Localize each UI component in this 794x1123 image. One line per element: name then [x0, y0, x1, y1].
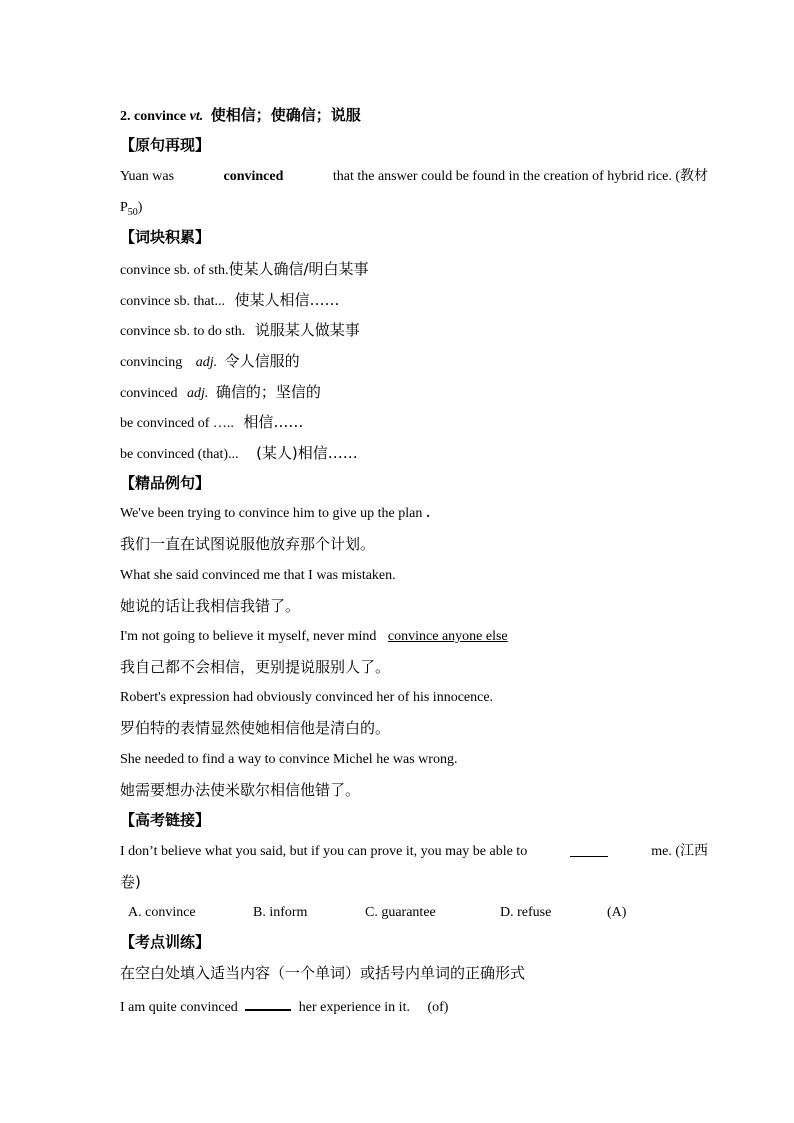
practice-question [120, 995, 448, 1018]
chunk-pos: adj. [187, 386, 209, 401]
option-a: A. convince [128, 905, 196, 920]
option-c: C. guarantee [365, 905, 436, 920]
original-bold-word: convinced [223, 169, 284, 184]
chunk-chinese: (某人)相信…… [256, 444, 358, 462]
example-text: We've been trying to convince him to give up the plan [120, 506, 423, 521]
chunk-chinese: 令人信服的 [224, 352, 300, 370]
chunk-item [120, 320, 360, 342]
original-sentence [120, 167, 708, 187]
example-period: . [426, 506, 430, 521]
section-heading-practice: 【考点训练】 [120, 933, 211, 951]
gaokao-question [120, 842, 708, 862]
gaokao-answer: (A) [607, 905, 627, 920]
example-chinese: 她说的话让我相信我错了。 [120, 597, 301, 615]
practice-blank [245, 995, 291, 1011]
chunk-english: convinced [120, 386, 178, 401]
entry-word: convince [134, 109, 187, 124]
gaokao-blank [570, 842, 608, 857]
original-source [120, 198, 142, 223]
section-heading-examples: 【精品例句】 [120, 474, 211, 492]
example-chinese: 我们一直在试图说服他放弃那个计划。 [120, 535, 376, 553]
practice-instruction: 在空白处填入适当内容（一个单词）或括号内单词的正确形式 [120, 964, 526, 982]
practice-question-text: I am quite convinced [120, 1000, 238, 1015]
example-chinese: 罗伯特的表情显然使她相信他是清白的。 [120, 719, 391, 737]
entry-number: 2. [120, 109, 131, 124]
original-pre: Yuan was [120, 169, 175, 184]
option-b: B. inform [253, 905, 308, 920]
chunk-pos: adj. [195, 355, 218, 370]
example-english: She needed to find a way to convince Michel he was wrong. [120, 752, 458, 767]
example-text: I'm not going to believe it myself, never mind [120, 629, 377, 644]
option-d: D. refuse [500, 905, 552, 920]
gaokao-options [128, 903, 626, 923]
entry-meaning: 使相信；使确信；说服 [210, 106, 361, 124]
chunk-chinese: 相信…… [243, 413, 304, 431]
example-english: Robert's expression had obviously convinced her of his innocence. [120, 690, 494, 705]
example-underlined: convince anyone else [387, 629, 508, 644]
chunk-english: convince sb. to do sth. [120, 324, 246, 339]
entry-pos: vt. [189, 109, 204, 124]
practice-question-end: her experience in it. [298, 1000, 410, 1015]
source-page-label: P [120, 200, 128, 215]
chunk-english: convince sb. that... [120, 294, 225, 309]
chunk-english: convince sb. of sth. [120, 263, 229, 278]
chunk-item [120, 443, 358, 465]
chunk-item [120, 290, 340, 312]
practice-answer: (of) [427, 1000, 449, 1015]
entry-title [120, 105, 361, 127]
section-heading-original: 【原句再现】 [120, 136, 211, 154]
source-close: ) [137, 200, 143, 215]
gaokao-question-text: I don’t believe what you said, but if you can prove it, you may be able to [120, 844, 528, 859]
chunk-chinese: 使某人相信…… [234, 291, 340, 309]
chunk-chinese: 说服某人做某事 [254, 321, 360, 339]
section-heading-chunks: 【词块积累】 [120, 228, 211, 246]
chunk-english: convincing [120, 355, 183, 370]
example-english [120, 504, 430, 524]
chunk-chinese: 确信的；坚信的 [215, 383, 321, 401]
chunk-item [120, 259, 369, 281]
chunk-chinese: 使某人确信/明白某事 [228, 260, 369, 278]
example-chinese: 她需要想办法使米歇尔相信他错了。 [120, 781, 361, 799]
gaokao-source: 卷) [120, 873, 141, 891]
chunk-item [120, 412, 303, 434]
original-post: that the answer could be found in the creation of hybrid rice. (教材 [332, 169, 708, 184]
chunk-item [120, 382, 321, 404]
gaokao-question-end: me. (江西 [651, 844, 708, 859]
section-heading-gaokao: 【高考链接】 [120, 811, 211, 829]
chunk-item [120, 351, 300, 373]
chunk-english: be convinced of ….. [120, 416, 234, 431]
example-english: What she said convinced me that I was mistaken. [120, 568, 396, 583]
example-chinese: 我自己都不会相信，更别提说服别人了。 [120, 658, 391, 676]
example-english [120, 627, 508, 647]
source-page-number: 50 [127, 206, 138, 218]
chunk-english: be convinced (that)... [120, 447, 239, 462]
